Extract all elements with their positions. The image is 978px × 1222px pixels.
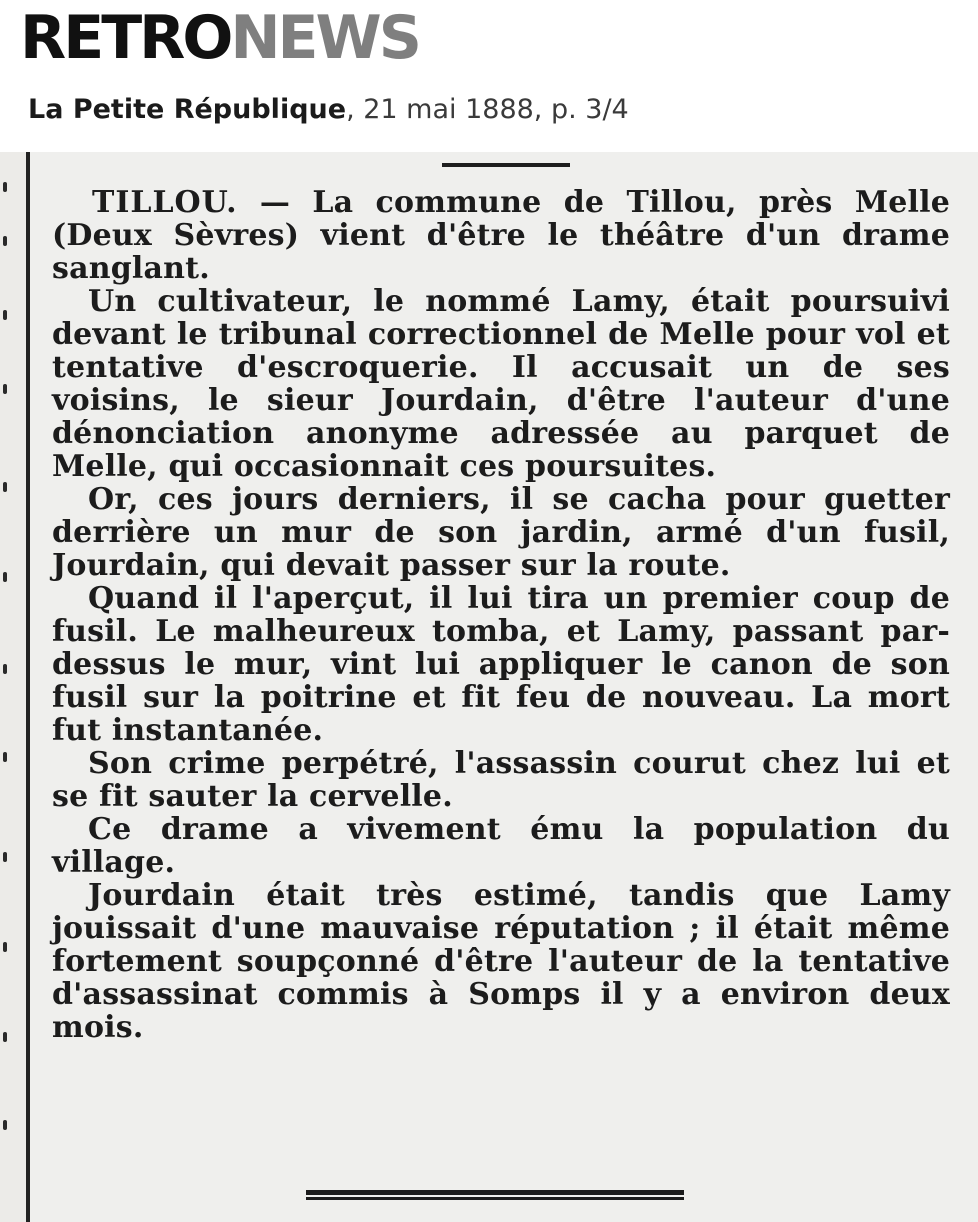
- lead-dash: —: [237, 185, 313, 220]
- source-line: [28, 94, 629, 125]
- column-rule: [26, 152, 30, 1222]
- logo-news: NEWS: [230, 3, 419, 73]
- article-paragraph: Un cultivateur, le nommé Lamy, était poursuivi devant le tribunal correctionnel de Melle pour vol et tentative d'escroquerie. Il accusait un de ses voisins, le sieur Jourdain, d'être l'auteur d'une dénonciation anonyme adressée au parquet de Melle, qui occasionnait ces poursuites.: [52, 284, 950, 484]
- logo-retro: RETRO: [20, 3, 231, 73]
- article-body: [52, 186, 950, 1044]
- intro-text: La commune de Tillou, près Melle (Deux Sèvres) vient d'être le théâtre d'un drame sanglant.: [52, 185, 950, 286]
- article-paragraph: Or, ces jours derniers, il se cacha pour guetter derrière un mur de son jardin, armé d'un fusil, Jourdain, qui devait passer sur la route.: [52, 482, 950, 583]
- header: [0, 0, 978, 152]
- article-paragraph: Quand il l'aperçut, il lui tira un premier coup de fusil. Le malheureux tomba, et Lamy, passant par-dessus le mur, vint lui appliquer le canon de son fusil sur la poitrine et fit feu de nouveau. La mort fut instantanée.: [52, 581, 950, 748]
- article-lead: TILLOU.: [92, 185, 238, 220]
- issue-details: , 21 mai 1888, p. 3/4: [346, 94, 629, 125]
- retronews-logo[interactable]: [20, 4, 419, 72]
- article-intro: [52, 186, 950, 285]
- newspaper-title: La Petite République: [28, 94, 347, 125]
- newspaper-clipping: [0, 152, 978, 1222]
- bottom-separator: [306, 1190, 684, 1200]
- article-paragraph: Jourdain était très estimé, tandis que Lamy jouissait d'une mauvaise réputation ; il était même fortement soupçonné d'être l'auteur de la tentative d'assassinat commis à Somps il y a environ deux mois.: [52, 878, 950, 1045]
- top-separator: [442, 163, 570, 167]
- article-paragraph: Ce drame a vivement ému la population du village.: [52, 812, 950, 880]
- article-paragraph: Son crime perpétré, l'assassin courut chez lui et se fit sauter la cervelle.: [52, 746, 950, 814]
